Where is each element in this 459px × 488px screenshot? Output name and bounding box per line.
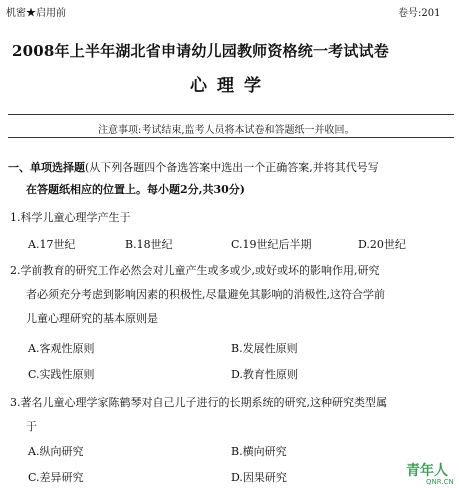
- question-2-stem-line3: 儿童心理研究的基本原则是: [26, 312, 158, 325]
- watermark-logo: 青年人: [406, 463, 448, 479]
- question-1-stem: 1.科学儿童心理学产生于: [10, 211, 131, 224]
- exam-title: 2008年上半年湖北省申请幼儿园教师资格统一考试试卷: [12, 42, 389, 60]
- question-3-option-a: A.纵向研究: [28, 445, 84, 458]
- question-2-stem-line1: 2.学前教育的研究工作必然会对儿童产生或多或少,或好或坏的影响作用,研究: [10, 264, 380, 277]
- question-3-option-c: C.差异研究: [28, 471, 84, 484]
- watermark-url: QNR.CN: [426, 478, 454, 486]
- section-instruction-line1: (从下列各题四个备选答案中选出一个正确答案,并将其代号写: [85, 161, 379, 174]
- question-3-option-d: D.因果研究: [231, 471, 287, 484]
- question-2-option-a: A.客观性原则: [28, 342, 95, 355]
- question-2-option-c: C.实践性原则: [28, 368, 95, 381]
- question-1-option-b: B.18世纪: [125, 238, 173, 251]
- notice-bottom-divider: [8, 137, 454, 138]
- question-1-option-d: D.20世纪: [358, 238, 406, 251]
- section-instructions: [8, 159, 379, 175]
- question-2-option-b: B.发展性原则: [231, 342, 298, 355]
- paper-number: 卷号:201: [398, 8, 441, 19]
- question-3-stem-line2: 于: [26, 420, 37, 433]
- section-heading: 一、单项选择题: [8, 161, 85, 174]
- notice-text: 注意事项:考试结束,监考人员将本试卷和答题纸一并收回。: [98, 125, 355, 136]
- notice-top-divider: [8, 114, 454, 115]
- question-3-option-b: B.横向研究: [231, 445, 287, 458]
- section-instruction-line2: 在答题纸相应的位置上。每小题2分,共30分): [26, 183, 245, 196]
- question-2-option-d: D.教育性原则: [231, 368, 298, 381]
- question-1-option-c: C.19世纪后半期: [231, 238, 312, 251]
- question-1-option-a: A.17世纪: [28, 238, 76, 251]
- confidential-label: 机密★启用前: [6, 8, 66, 19]
- subject-title: 心理学: [190, 76, 271, 96]
- question-2-stem-line2: 者必须充分考虑到影响因素的积极性,尽量避免其影响的消极性,这符合学前: [26, 288, 385, 301]
- question-3-stem-line1: 3.著名儿童心理学家陈鹤琴对自己儿子进行的长期系统的研究,这种研究类型属: [10, 396, 387, 409]
